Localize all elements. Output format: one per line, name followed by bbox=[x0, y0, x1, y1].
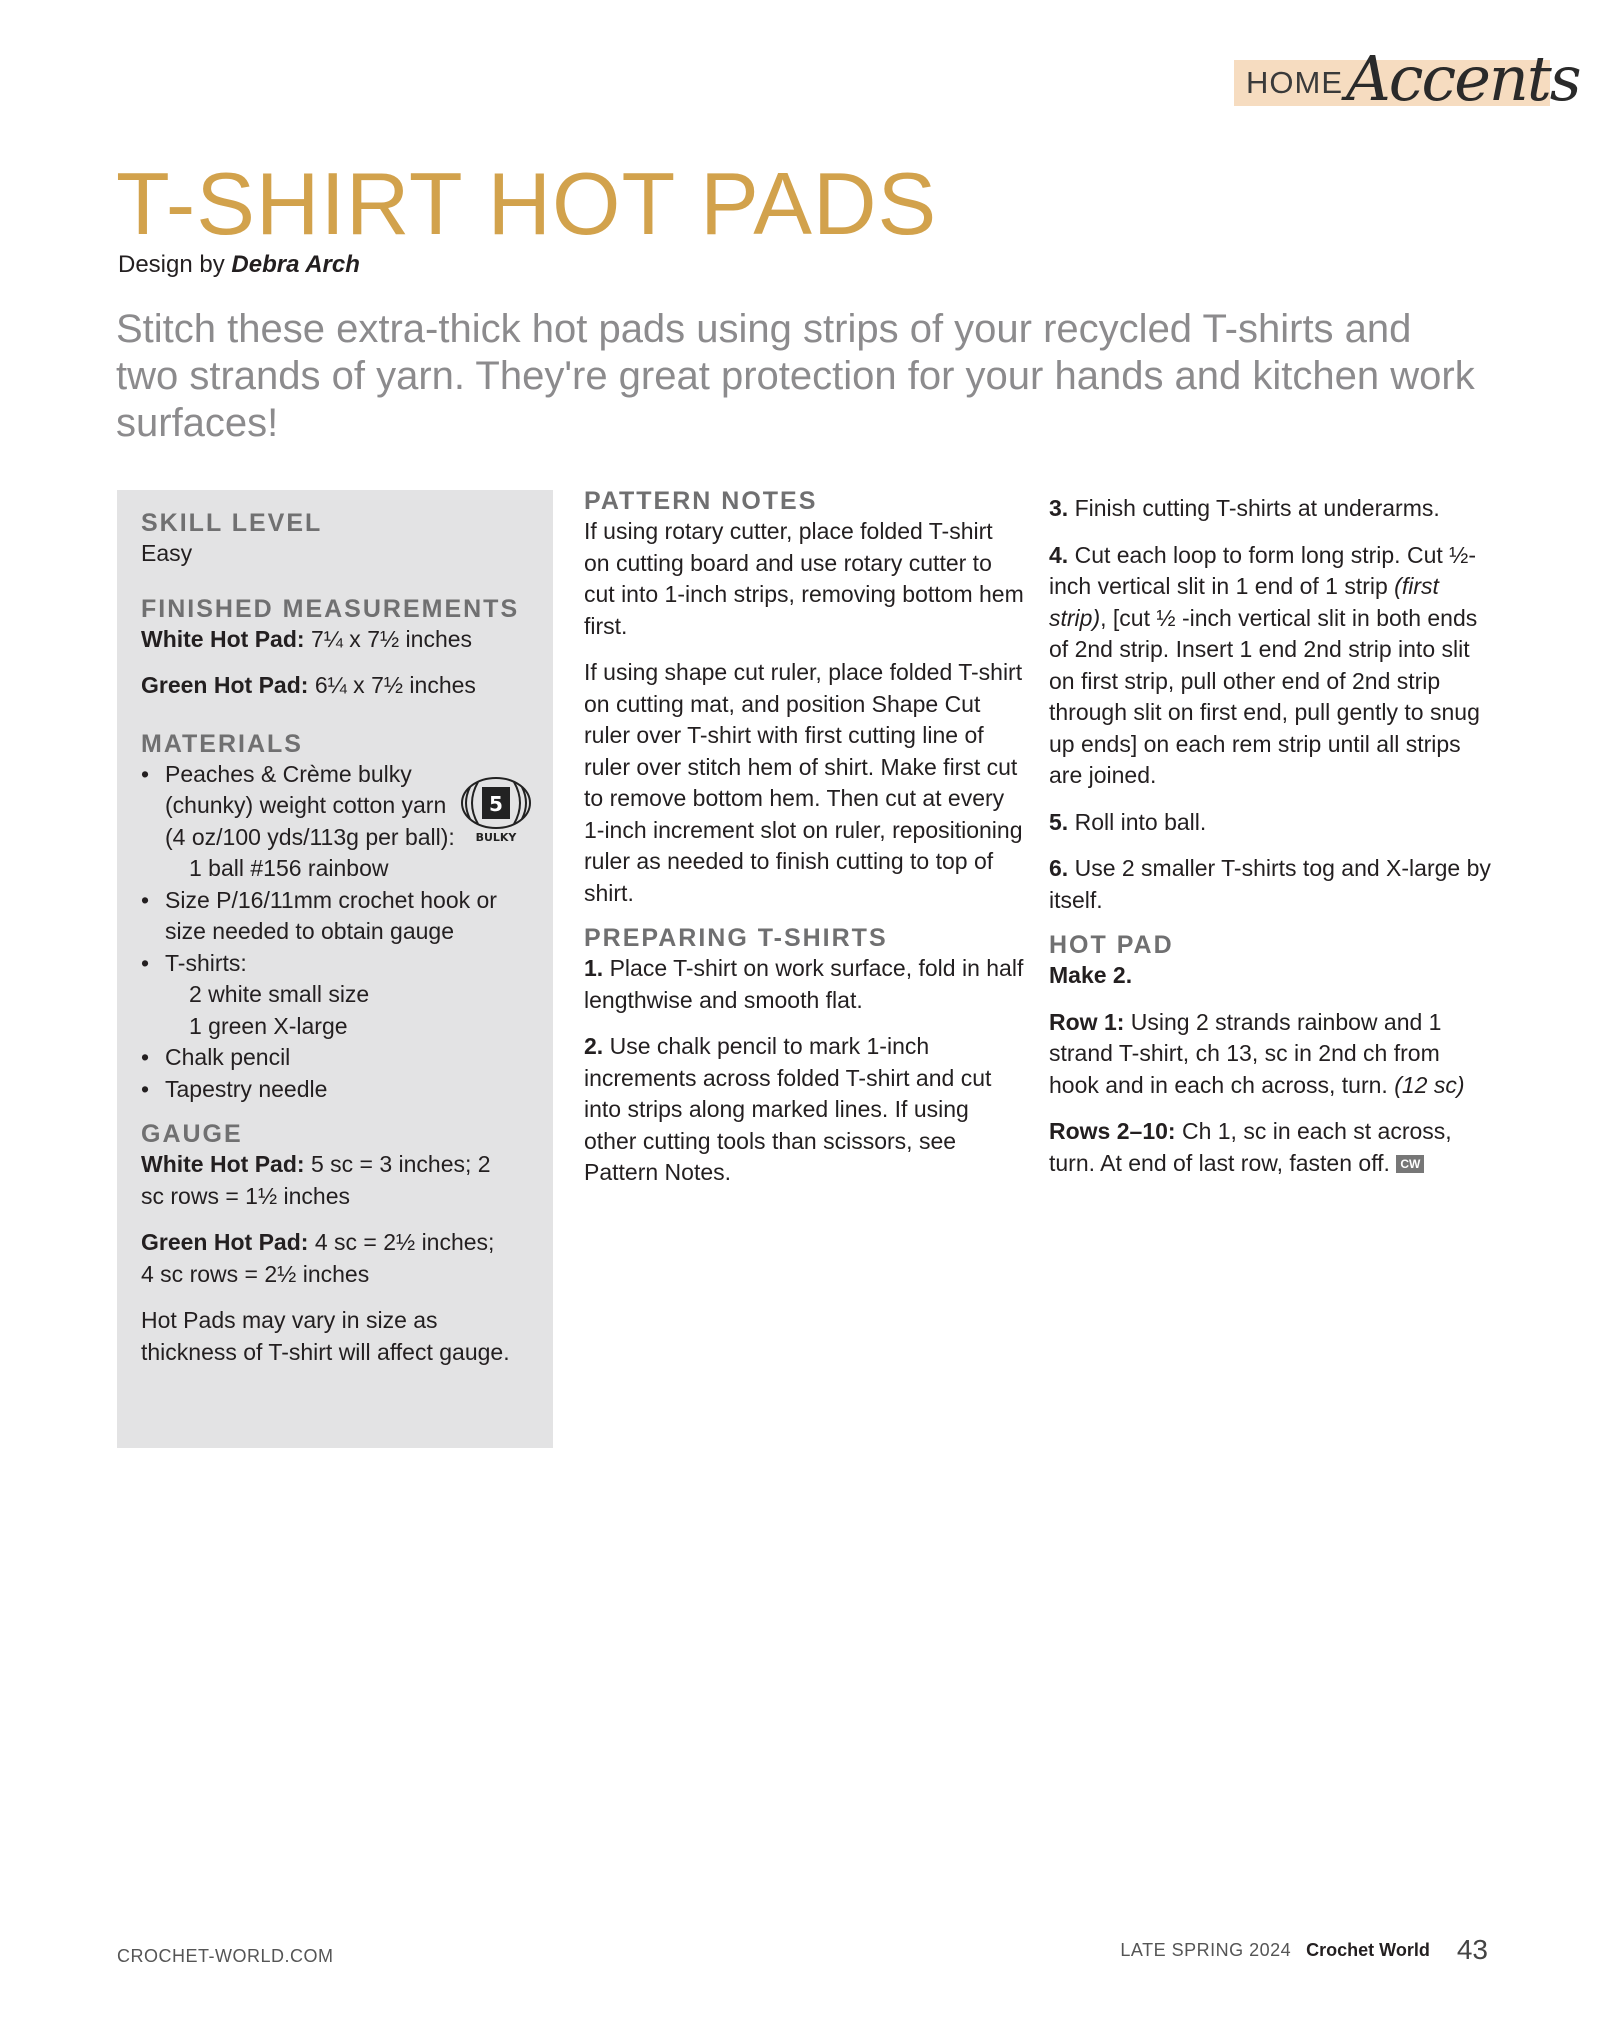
material-item: • Chalk pencil bbox=[141, 1044, 291, 1070]
step-6-text: Use 2 smaller T-shirts tog and X-large by itself. bbox=[1049, 855, 1491, 913]
material-item: • T-shirts: bbox=[141, 949, 247, 976]
byline-prefix: Design by bbox=[118, 251, 225, 278]
section-tag bbox=[1234, 42, 1580, 115]
row-1-label: Row 1: bbox=[1049, 1008, 1125, 1035]
pattern-note-1: If using rotary cutter, place folded T-shirt on cutting board and use rotary cutter to cut into 1-inch strips, removing bottom hem first. bbox=[584, 518, 1024, 639]
yarn-weight-bulky-icon bbox=[458, 775, 534, 845]
step-2-number: 2. bbox=[584, 1033, 604, 1059]
white-measurement-value: 7¼ x 7½ inches bbox=[310, 625, 473, 652]
material-subitem: 2 white small size bbox=[189, 981, 370, 1007]
measurements-heading: FINISHED MEASUREMENTS bbox=[141, 594, 520, 623]
row-1-text: Using 2 strands rainbow and 1 strand T-shirt, ch 13, sc in 2nd ch from hook and in each ch across, turn. bbox=[1049, 1008, 1442, 1098]
skill-level-heading: SKILL LEVEL bbox=[141, 509, 323, 537]
gauge-green bbox=[141, 1227, 511, 1290]
footer-issue: LATE SPRING 2024 bbox=[1120, 1940, 1292, 1960]
yarn-weight-label: BULKY bbox=[475, 831, 517, 844]
step-4-text-a: Cut each loop to form long strip. Cut ½-inch vertical slit in 1 end of 1 strip bbox=[1049, 541, 1476, 599]
column-instructions bbox=[1049, 493, 1494, 1179]
hot-pad-heading: HOT PAD bbox=[1049, 931, 1174, 959]
step-4 bbox=[1049, 540, 1494, 792]
step-3-number: 3. bbox=[1049, 495, 1069, 521]
gauge-green-value: 4 sc = 2½ inches; 4 sc rows = 2½ inches bbox=[141, 1229, 495, 1287]
row-1-count: (12 sc) bbox=[1394, 1071, 1465, 1098]
step-5 bbox=[1049, 807, 1494, 839]
page-number: 43 bbox=[1456, 1934, 1488, 1965]
cw-end-mark-icon: CW bbox=[1396, 1155, 1424, 1173]
gauge-heading: GAUGE bbox=[141, 1120, 243, 1148]
step-1-text: Place T-shirt on work surface, fold in half lengthwise and smooth flat. bbox=[584, 955, 1024, 1013]
step-1 bbox=[584, 953, 1024, 1016]
gauge-green-label: Green Hot Pad: bbox=[141, 1229, 309, 1255]
gauge-white-label: White Hot Pad: bbox=[141, 1151, 305, 1177]
rows-2-10-label: Rows 2–10: bbox=[1049, 1118, 1176, 1144]
step-6-number: 6. bbox=[1049, 855, 1069, 881]
step-6 bbox=[1049, 853, 1494, 916]
section-home-label: HOME bbox=[1246, 65, 1343, 100]
white-measurement-label: White Hot Pad: bbox=[141, 625, 305, 652]
section-accents-label: Accents bbox=[1346, 42, 1580, 115]
step-5-text: Roll into ball. bbox=[1074, 808, 1207, 835]
footer-website: CROCHET-WORLD.COM bbox=[117, 1946, 334, 1966]
gauge-white bbox=[141, 1149, 511, 1212]
material-yarn: Peaches & Crème bulky (chunky) weight cotton yarn (4 oz/100 yds/113g per ball): bbox=[165, 760, 455, 850]
step-4-text-b: (first strip) bbox=[1049, 573, 1439, 631]
materials-heading: MATERIALS bbox=[141, 729, 303, 758]
column-pattern-notes bbox=[584, 486, 1024, 1189]
material-chalk: Chalk pencil bbox=[165, 1044, 291, 1070]
material-hook: Size P/16/11mm crochet hook or size needed to obtain gauge bbox=[165, 886, 497, 944]
designer-name: Debra Arch bbox=[231, 251, 360, 278]
step-2-text: Use chalk pencil to mark 1-inch increments across folded T-shirt and cut into strips along marked lines. If using other cutting tools than scissors, see Pattern Notes. bbox=[584, 1033, 992, 1185]
page-title: T-SHIRT HOT PADS bbox=[116, 154, 938, 253]
gauge-note: Hot Pads may vary in size as thickness of T-shirt will affect gauge. bbox=[141, 1307, 510, 1365]
green-measurement-label: Green Hot Pad: bbox=[141, 672, 309, 698]
make-count: Make 2. bbox=[1049, 962, 1133, 988]
gauge-white-value: 5 sc = 3 inches; 2 sc rows = 1½ inches bbox=[141, 1151, 491, 1209]
step-4-text-c: , [cut ½ -inch vertical slit in both ends of 2nd strip. Insert 1 end 2nd strip into slit on first strip, pull other end of 2nd strip through slit on first end, pull gently to snug up ends] on each rem strip until all strips are joined. bbox=[1049, 604, 1480, 788]
material-subitem: 1 green X-large bbox=[189, 1012, 348, 1039]
material-item: • Tapestry needle bbox=[141, 1075, 328, 1102]
step-3 bbox=[1049, 493, 1494, 525]
step-4-number: 4. bbox=[1049, 541, 1069, 568]
step-5-number: 5. bbox=[1049, 808, 1069, 835]
skill-level-value: Easy bbox=[141, 540, 193, 566]
intro-text: Stitch these extra-thick hot pads using strips of your recycled T-shirts and two strands of yarn. They're great protection for your hands and kitchen work surfaces! bbox=[116, 307, 1475, 445]
material-item: • Size P/16/11mm crochet hook or size needed to obtain gauge bbox=[141, 886, 497, 944]
step-1-number: 1. bbox=[584, 955, 604, 981]
pattern-note-2: If using shape cut ruler, place folded T-shirt on cutting mat, and position Shape Cut ruler over T-shirt with first cutting line of ruler over stitch hem of shirt. Make first cut to remove bottom hem. Then cut at every 1-inch increment slot on ruler, repositioning ruler as needed to finish cutting to top of shirt. bbox=[584, 659, 1023, 906]
footer-right bbox=[1120, 1934, 1488, 1966]
step-2 bbox=[584, 1031, 1024, 1189]
white-measurement bbox=[141, 624, 536, 656]
rows-2-10-text: Ch 1, sc in each st across, turn. At end of last row, fasten off. bbox=[1049, 1118, 1452, 1176]
step-3-text: Finish cutting T-shirts at underarms. bbox=[1074, 495, 1440, 521]
material-item: • Peaches & Crème bulky (chunky) weight cotton yarn (4 oz/100 yds/113g per ball): bbox=[141, 760, 455, 850]
pattern-notes-heading: PATTERN NOTES bbox=[584, 487, 818, 515]
yarn-weight-number: 5 bbox=[489, 792, 503, 816]
rows-2-10 bbox=[1049, 1116, 1494, 1179]
green-measurement bbox=[141, 670, 536, 702]
material-needle: Tapestry needle bbox=[165, 1075, 328, 1102]
green-measurement-value: 6¼ x 7½ inches bbox=[314, 672, 476, 698]
byline bbox=[118, 251, 360, 279]
material-tshirts: T-shirts: bbox=[165, 949, 247, 976]
preparing-heading: PREPARING T-SHIRTS bbox=[584, 924, 888, 952]
row-1 bbox=[1049, 1007, 1494, 1102]
sidebar-box bbox=[117, 490, 553, 1448]
material-subitem: 1 ball #156 rainbow bbox=[189, 855, 389, 881]
footer-magazine: Crochet World bbox=[1306, 1940, 1430, 1960]
